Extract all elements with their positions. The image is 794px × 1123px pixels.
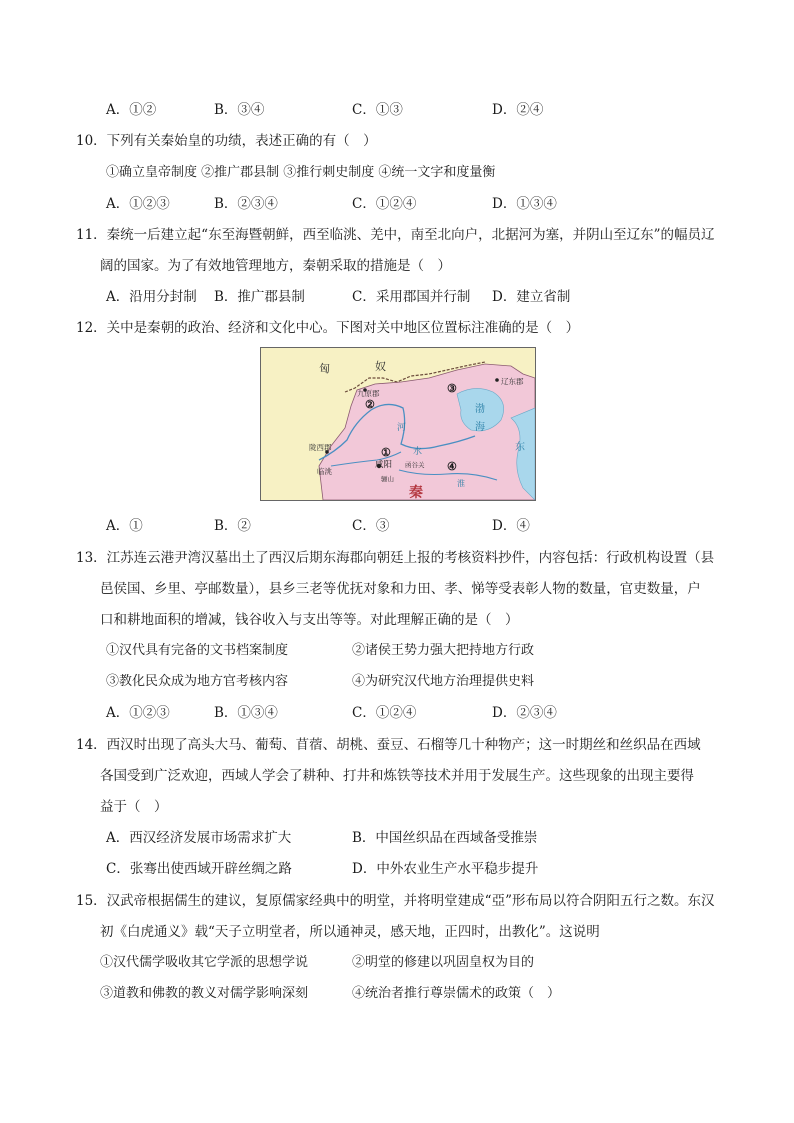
q13-item-1: ①汉代具有完备的文书档案制度 [106,643,289,658]
q13-item-2: ②诸侯王势力强大把持地方行政 [352,643,535,658]
map-label-shui: 水 [413,447,423,457]
map-label-xianyang: 咸阳 [375,460,393,470]
qin-territory-map [260,347,536,501]
q10-items: ①确立皇帝制度 ②推广郡县制 ③推行刺史制度 ④统一文字和度量衡 [106,165,496,180]
q15-item-1: ①汉代儒学吸收其它学派的思想学说 [100,955,309,970]
q13-option-b[interactable]: B．①③④ [214,705,278,721]
q13-stem-line-3: 口和耕地面积的增减，钱谷收入与支出等等。对此理解正确的是（ ） [100,612,519,628]
q13-option-d[interactable]: D．②③④ [492,705,557,721]
map-label-jiuyuan: 九原郡 [357,389,380,398]
map-marker-3: ③ [447,382,457,395]
q12-option-d[interactable]: D．④ [492,518,530,534]
q12-stem: 12．关中是秦朝的政治、经济和文化中心。下图对关中地区位置标注准确的是（ ） [76,320,580,336]
q11-option-b[interactable]: B．推广郡县制 [214,289,305,305]
q9-option-b[interactable]: B．③④ [214,102,265,118]
liaodong-dot [495,378,499,382]
map-label-lintao: 临洮 [317,467,332,476]
q14-option-d[interactable]: D．中外农业生产水平稳步提升 [352,861,539,877]
q15-item-2: ②明堂的修建以巩固皇权为目的 [352,955,535,970]
map-label-bohai-1: 渤 [475,404,485,415]
q15-item-4: ④统治者推行尊崇儒术的政策（ ） [352,986,561,1001]
q14-stem-line-1: 14．西汉时出现了高头大马、葡萄、苜蓿、胡桃、蚕豆、石榴等几十种物产；这一时期丝和丝织品在西域 [76,737,701,753]
map-label-qin: 秦 [409,485,423,501]
q10-option-a[interactable]: A．①②③ [106,196,170,212]
map-label-he: 河 [397,423,407,433]
q14-option-b[interactable]: B．中国丝织品在西域备受推崇 [352,830,538,846]
q10-option-d[interactable]: D．①③④ [492,196,557,212]
map-label-longxi: 陇西郡 [309,443,332,452]
map-label-xiongnu-2: 奴 [375,360,386,373]
q13-item-3: ③教化民众成为地方官考核内容 [106,674,289,689]
q10-stem: 10．下列有关秦始皇的功绩，表述正确的有（ ） [76,133,377,149]
q13-stem-line-2: 邑侯国、乡里、亭邮数量），县乡三老等优抚对象和力田、孝、悌等受表彰人物的数量，官吏数量，户 [100,581,701,597]
q11-stem-line-1: 11．秦统一后建立起“东至海暨朝鲜，西至临洮、羌中，南至北向户，北据河为塞，并阴山至辽东”的幅员辽 [76,227,715,243]
q14-option-c[interactable]: C．张骞出使西域开辟丝绸之路 [106,861,292,877]
map-marker-4: ④ [447,460,457,473]
q11-option-c[interactable]: C．采用郡国并行制 [352,289,471,305]
q14-option-a[interactable]: A．西汉经济发展市场需求扩大 [106,830,292,846]
map-label-xiongnu-1: 匈 [319,362,330,375]
q15-item-3: ③道教和佛教的教义对儒学影响深刻 [100,986,309,1001]
q15-stem-line-1: 15．汉武帝根据儒生的建议，复原儒家经典中的明堂，并将明堂建成“亞”形布局以符合阴阳五行之数。东汉 [76,893,715,909]
map-marker-2: ② [365,398,375,411]
q12-option-a[interactable]: A．① [106,518,143,534]
map-label-hangu: 函谷关 [405,461,425,469]
q9-option-d[interactable]: D．②④ [492,102,544,118]
map-label-lishan: 骊山 [381,475,394,483]
q11-option-d[interactable]: D．建立省制 [492,289,571,305]
q15-stem-line-2: 初《白虎通义》载“天子立明堂者，所以通神灵，感天地，正四时，出教化”。这说明 [100,924,600,940]
map-label-liaodong: 辽东郡 [501,377,524,386]
q11-option-a[interactable]: A．沿用分封制 [106,289,197,305]
q9-option-a[interactable]: A．①② [106,102,157,118]
q13-item-4: ④为研究汉代地方治理提供史料 [352,674,535,689]
q9-option-c[interactable]: C．①③ [352,102,403,118]
map-label-huai: 淮 [457,479,465,488]
q10-option-b[interactable]: B．②③④ [214,196,278,212]
q13-option-c[interactable]: C．①②④ [352,705,417,721]
q11-stem-line-2: 阔的国家。为了有效地管理地方，秦朝采取的措施是（ ） [100,258,451,274]
q13-stem-line-1: 13．江苏连云港尹湾汉墓出土了西汉后期东海郡向朝廷上报的考核资料抄件，内容包括：行政机构设置（县 [76,550,715,566]
q14-stem-line-3: 益于（ ） [100,799,168,815]
q12-option-b[interactable]: B．② [214,518,251,534]
q12-option-c[interactable]: C．③ [352,518,390,534]
map-marker-1: ① [381,446,391,459]
q13-option-a[interactable]: A．①②③ [106,705,170,721]
q10-option-c[interactable]: C．①②④ [352,196,417,212]
q14-stem-line-2: 各国受到广泛欢迎，西域人学会了耕种、打井和炼铁等技术并用于发展生产。这些现象的出现主要得 [100,768,694,784]
map-label-dong: 东 [515,442,525,453]
map-label-bohai-2: 海 [475,422,485,433]
